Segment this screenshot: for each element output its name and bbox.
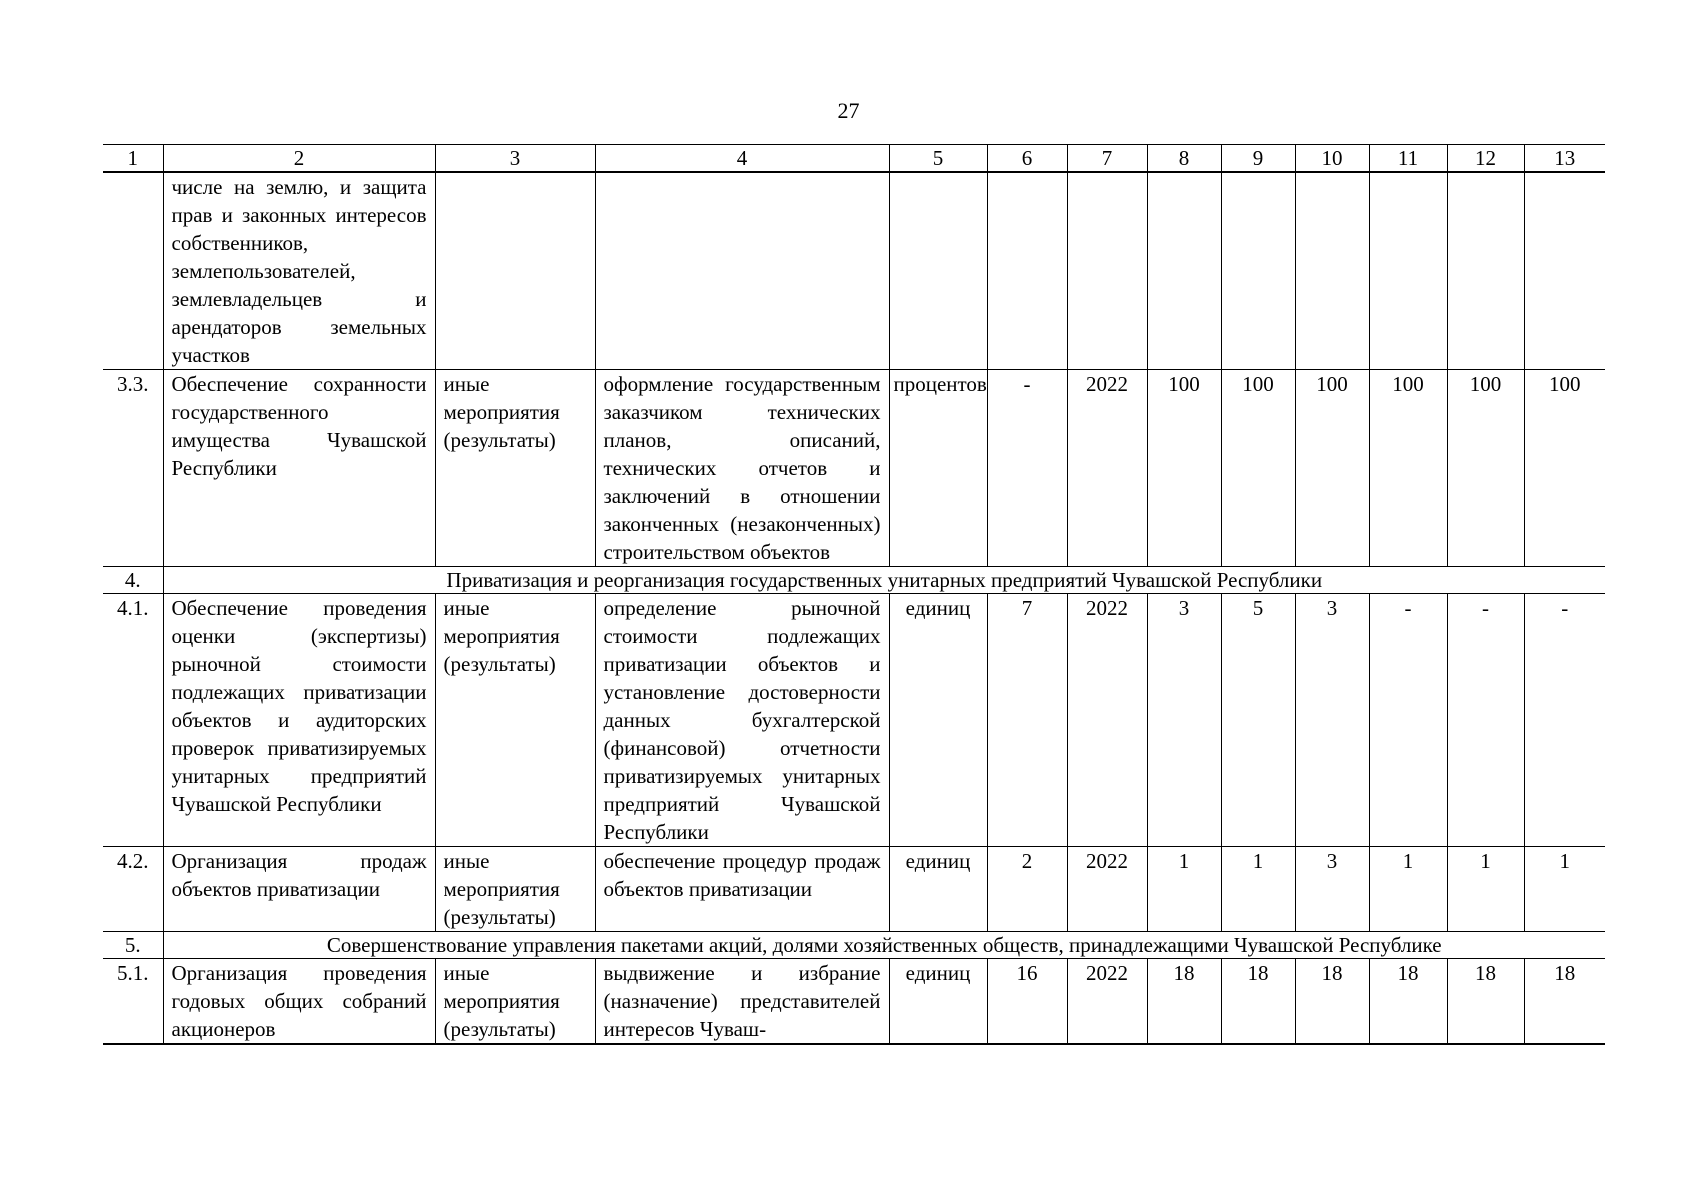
section-number: 5.	[103, 932, 163, 959]
value-cell	[1524, 172, 1605, 370]
value-cell: 18	[1447, 959, 1524, 1045]
header-cell: 3	[435, 145, 595, 173]
header-row	[103, 145, 1605, 173]
measure-description: определение рыночной стоимости подлежащих приватизации объектов и установление достоверности данных бухгалтерской (финансовой) отчетности приватизируемых унитарных предприятий Чувашской Республики	[595, 594, 889, 847]
value-cell	[1221, 172, 1295, 370]
value-cell	[1447, 172, 1524, 370]
value-cell: 2022	[1067, 594, 1147, 847]
value-cell	[987, 172, 1067, 370]
table-row	[103, 594, 1605, 847]
row-number: 5.1.	[103, 959, 163, 1045]
value-cell: 100	[1524, 370, 1605, 567]
value-cell: 3	[1147, 594, 1221, 847]
header-cell: 4	[595, 145, 889, 173]
section-row	[103, 932, 1605, 959]
value-cell: -	[1369, 594, 1447, 847]
value-cell: 3	[1295, 847, 1369, 932]
value-cell: 16	[987, 959, 1067, 1045]
header-cell: 1	[103, 145, 163, 173]
measure-kind: иные мероприятия (результаты)	[435, 594, 595, 847]
measure-name: числе на землю, и защита прав и законных интересов собственников, землепользователей, землевладельцев и арендаторов земельных участков	[163, 172, 435, 370]
measure-kind: иные мероприятия (результаты)	[435, 370, 595, 567]
value-cell: 2022	[1067, 370, 1147, 567]
header-cell: 12	[1447, 145, 1524, 173]
value-cell: 3	[1295, 594, 1369, 847]
value-cell: 1	[1447, 847, 1524, 932]
value-cell: 2	[987, 847, 1067, 932]
row-number	[103, 172, 163, 370]
unit	[889, 172, 987, 370]
value-cell: 100	[1447, 370, 1524, 567]
value-cell	[1067, 172, 1147, 370]
measure-description: выдвижение и избрание (назначение) представителей интересов Чуваш-	[595, 959, 889, 1045]
table-row	[103, 959, 1605, 1045]
value-cell: -	[1524, 594, 1605, 847]
value-cell: 100	[1221, 370, 1295, 567]
measure-name: Организация проведения годовых общих собраний акционеров	[163, 959, 435, 1045]
measure-kind: иные мероприятия (результаты)	[435, 959, 595, 1045]
row-number: 4.2.	[103, 847, 163, 932]
section-number: 4.	[103, 567, 163, 594]
value-cell: -	[1447, 594, 1524, 847]
header-cell: 6	[987, 145, 1067, 173]
value-cell: 2022	[1067, 959, 1147, 1045]
measure-description: оформление государственным заказчиком технических планов, описаний, технических отчетов и заключений в отношении законченных (незаконченных) строительством объектов	[595, 370, 889, 567]
header-cell: 11	[1369, 145, 1447, 173]
value-cell: 18	[1369, 959, 1447, 1045]
value-cell: 7	[987, 594, 1067, 847]
measure-name: Обеспечение проведения оценки (экспертизы) рыночной стоимости подлежащих приватизации объектов и аудиторских проверок приватизируемых унитарных предприятий Чувашской Республики	[163, 594, 435, 847]
header-cell: 13	[1524, 145, 1605, 173]
value-cell: 18	[1221, 959, 1295, 1045]
header-cell: 10	[1295, 145, 1369, 173]
value-cell: 100	[1147, 370, 1221, 567]
row-number: 3.3.	[103, 370, 163, 567]
section-title: Совершенствование управления пакетами акций, долями хозяйственных обществ, принадлежащими Чувашской Республике	[163, 932, 1605, 959]
page-number: 27	[837, 98, 860, 123]
measures-table	[103, 144, 1605, 1045]
value-cell: 1	[1369, 847, 1447, 932]
measure-description	[595, 172, 889, 370]
value-cell: 1	[1147, 847, 1221, 932]
unit: единиц	[889, 594, 987, 847]
header-cell: 8	[1147, 145, 1221, 173]
unit: процентов	[889, 370, 987, 567]
unit: единиц	[889, 847, 987, 932]
header-cell: 7	[1067, 145, 1147, 173]
value-cell: 1	[1221, 847, 1295, 932]
value-cell: 100	[1369, 370, 1447, 567]
measure-name: Обеспечение сохранности государственного имущества Чувашской Республики	[163, 370, 435, 567]
header-cell: 5	[889, 145, 987, 173]
section-row	[103, 567, 1605, 594]
value-cell	[1147, 172, 1221, 370]
value-cell: 18	[1147, 959, 1221, 1045]
measure-kind	[435, 172, 595, 370]
header-cell: 2	[163, 145, 435, 173]
row-number: 4.1.	[103, 594, 163, 847]
value-cell: 100	[1295, 370, 1369, 567]
measure-kind: иные мероприятия (результаты)	[435, 847, 595, 932]
value-cell	[1369, 172, 1447, 370]
section-title: Приватизация и реорганизация государственных унитарных предприятий Чувашской Республики	[163, 567, 1605, 594]
unit: единиц	[889, 959, 987, 1045]
table-row	[103, 172, 1605, 370]
value-cell: 18	[1524, 959, 1605, 1045]
table-row	[103, 847, 1605, 932]
value-cell: 18	[1295, 959, 1369, 1045]
value-cell: 1	[1524, 847, 1605, 932]
value-cell	[1295, 172, 1369, 370]
value-cell: 2022	[1067, 847, 1147, 932]
measure-description: обеспечение процедур продаж объектов приватизации	[595, 847, 889, 932]
value-cell: 5	[1221, 594, 1295, 847]
measure-name: Организация продаж объектов приватизации	[163, 847, 435, 932]
value-cell: -	[987, 370, 1067, 567]
table-row	[103, 370, 1605, 567]
header-cell: 9	[1221, 145, 1295, 173]
